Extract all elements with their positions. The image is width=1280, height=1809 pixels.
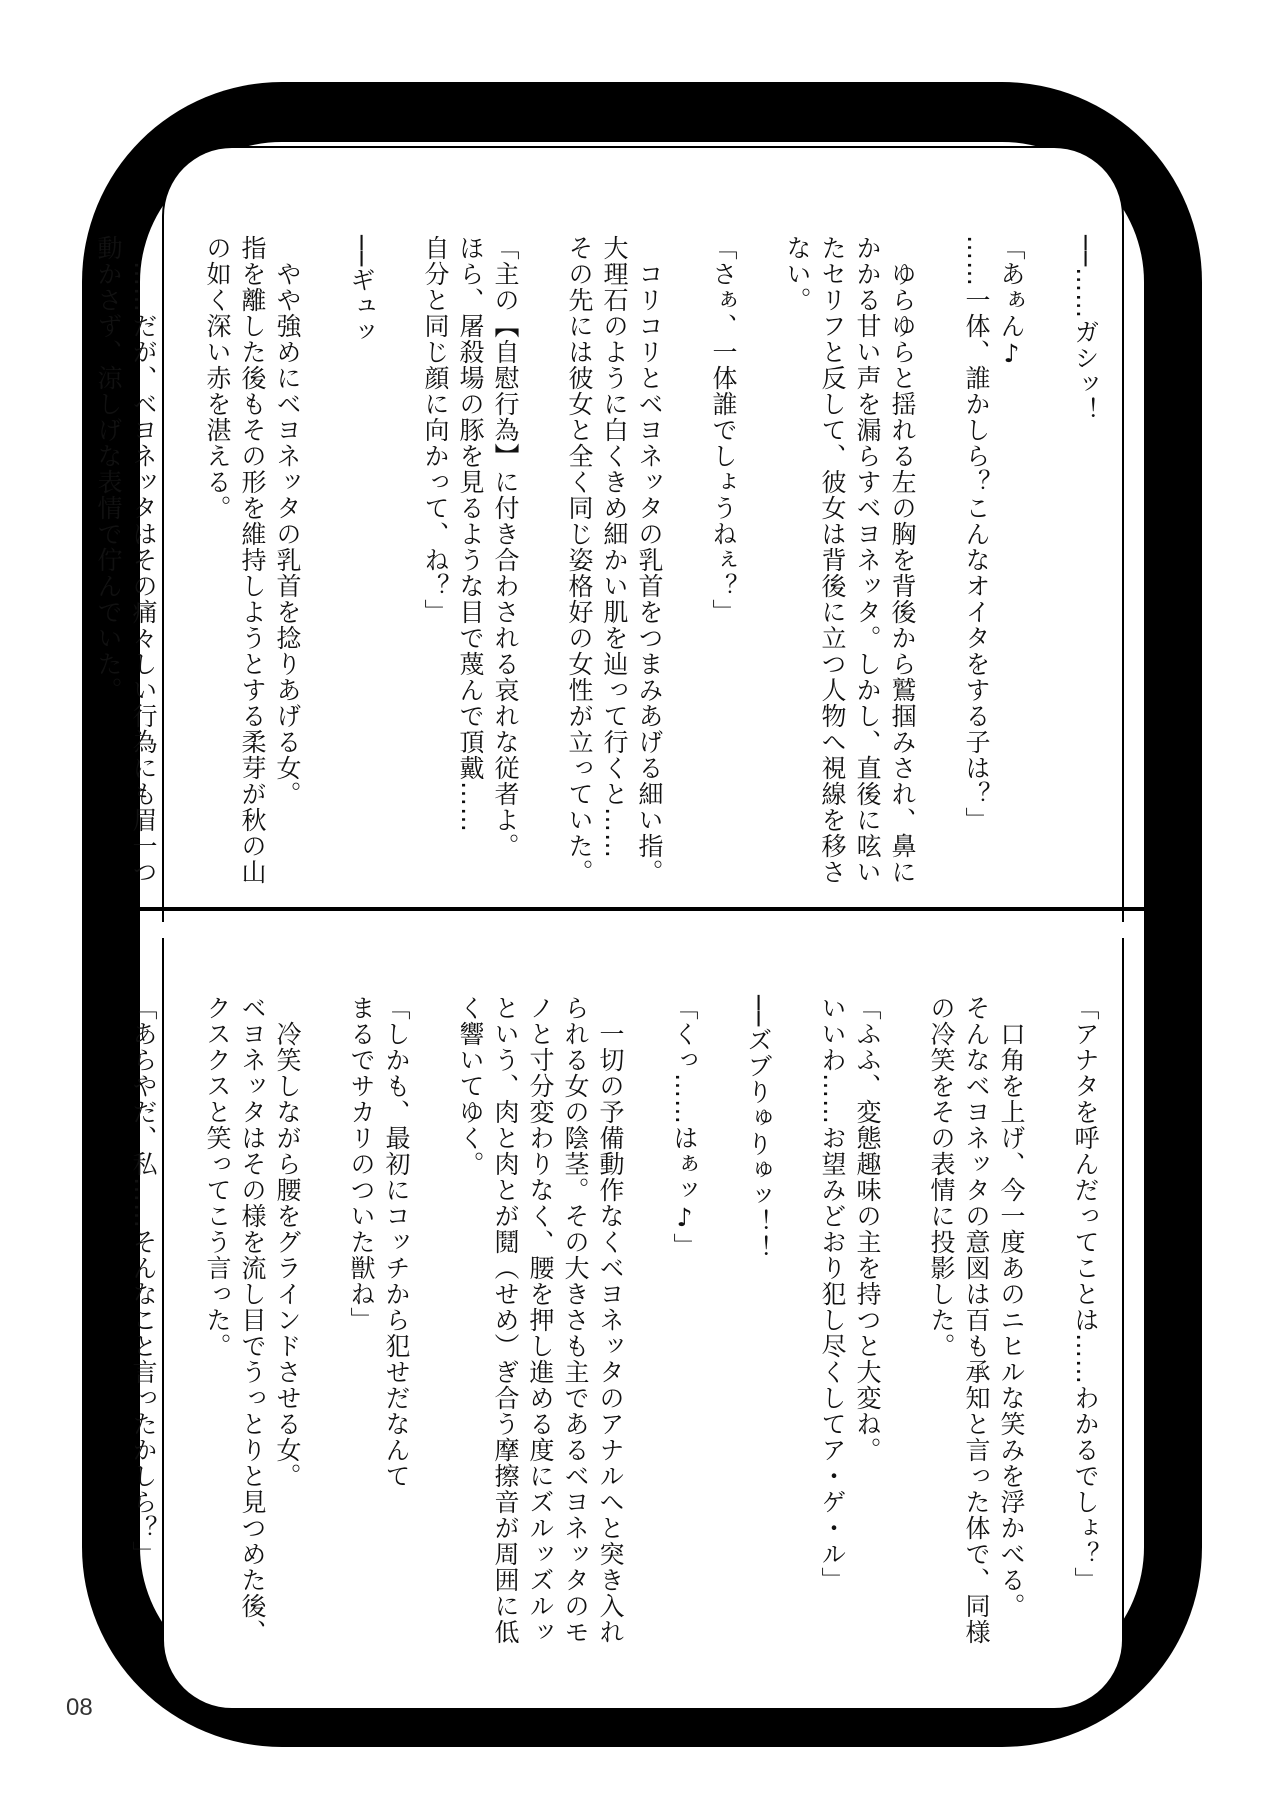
paragraph-gap — [1031, 995, 1065, 1635]
paragraph-gap — [887, 995, 921, 1635]
text-column: 「ふふ、変態趣味の主を持つと大変ね。 — [853, 995, 882, 1463]
text-column: ──ズブりゅりゅッ！！ — [744, 995, 773, 1262]
paragraph-gap — [630, 995, 664, 1635]
text-column: 「しかも、最初にコッチから犯せだなんて — [382, 995, 411, 1489]
text-column: という、肉と肉とが鬩（せめ）ぎ合う摩擦音が周囲に低 — [491, 995, 520, 1645]
text-column: 指を離した後もその形を維持しようとする柔芽が秋の山 — [238, 235, 267, 885]
bottom-text-columns — [128, 995, 1100, 1645]
paragraph-gap — [1031, 235, 1065, 835]
text-column: られる女の陰茎。その大きさも主であるベヨネッタのモ — [561, 995, 590, 1645]
text-column: その先には彼女と全く同じ姿格好の女性が立っていた。 — [565, 235, 594, 885]
text-column: ベヨネッタはその様を流し目でうっとりと見つめた後、 — [238, 995, 267, 1645]
text-column: 「アナタを呼んだってことは……わかるでしょ？」 — [1071, 995, 1100, 1593]
text-column: 「あぁん♪ — [997, 235, 1026, 369]
text-column: 冷笑しながら腰をグラインドさせる女。 — [273, 995, 302, 1489]
text-column: 「あらやだ、私……そんなこと言ったかしら？」 — [129, 995, 158, 1567]
paragraph-gap — [163, 995, 197, 1635]
text-column: コリコリとベヨネッタの乳首をつまみあげる細い指。 — [635, 235, 664, 885]
paragraph-gap — [669, 235, 703, 835]
text-column: 「くっ……はぁッ♪」 — [670, 995, 699, 1259]
text-column: ほら、屠殺場の豚を見るような目で蔑んで頂戴…… — [456, 235, 485, 833]
text-column: やや強めにベヨネッタの乳首を捻りあげる女。 — [273, 235, 302, 807]
text-column: いいわ……お望みどおり犯し尽くしてア・ゲ・ル」 — [818, 995, 847, 1593]
text-column: ──ギュッ — [347, 235, 376, 346]
text-column: 自分と同じ顔に向かって、ね？」 — [421, 235, 450, 625]
text-column: 口角を上げ、今一度あのニヒルな笑みを浮かべる。 — [997, 995, 1026, 1619]
paragraph-gap — [525, 235, 559, 835]
text-column: 動かさず、涼しげな表情で佇んでいた。 — [94, 235, 123, 703]
text-column: 一切の予備動作なくベヨネッタのアナルへと突き入れ — [596, 995, 625, 1645]
paragraph-gap — [922, 235, 956, 835]
text-column: く響いてゆく。 — [456, 995, 485, 1177]
paragraph-gap — [307, 995, 341, 1635]
text-column: クスクスと笑ってこう言った。 — [203, 995, 232, 1359]
paragraph-gap — [704, 995, 738, 1635]
text-column: の如く深い赤を湛える。 — [203, 235, 232, 521]
text-column: そんなベヨネッタの意図は百も承知と言った体で、同様 — [962, 995, 991, 1645]
page-number: 08 — [66, 1694, 93, 1721]
paragraph-gap — [743, 235, 777, 835]
text-column: ない。 — [783, 235, 812, 313]
text-column: ゆらゆらと揺れる左の胸を背後から鷲掴みされ、鼻に — [888, 235, 917, 885]
paragraph-gap — [778, 995, 812, 1635]
paragraph-gap — [307, 235, 341, 835]
text-column: ノと寸分変わりなく、腰を押し進める度にズルッズルッ — [526, 995, 555, 1645]
text-column: ──……ガシッ！ — [1071, 235, 1100, 424]
panel-divider — [82, 907, 1202, 911]
text-column: の冷笑をその表情に投影した。 — [927, 995, 956, 1359]
top-text-columns — [93, 235, 1100, 885]
paragraph-gap — [163, 235, 197, 835]
text-column: かかる甘い声を漏らすベヨネッタ。しかし、直後に呟い — [853, 235, 882, 885]
text-column: まるでサカリのついた獣ね」 — [347, 995, 376, 1333]
text-column: 「主の【自慰行為】に付き合わされる哀れな従者よ。 — [491, 235, 520, 859]
text-column: 「さぁ、一体誰でしょうねぇ？」 — [709, 235, 738, 625]
text-column: 大理石のように白くきめ細かい肌を辿って行くと…… — [600, 235, 629, 859]
text-column: ……だが、ベヨネッタはその痛々しい行為にも眉一つ — [129, 235, 158, 885]
paragraph-gap — [416, 995, 450, 1635]
text-column: ……一体、誰かしら？こんなオイタをする子は？」 — [962, 235, 991, 833]
text-column: たセリフと反して、彼女は背後に立つ人物へ視線を移さ — [818, 235, 847, 885]
paragraph-gap — [381, 235, 415, 835]
